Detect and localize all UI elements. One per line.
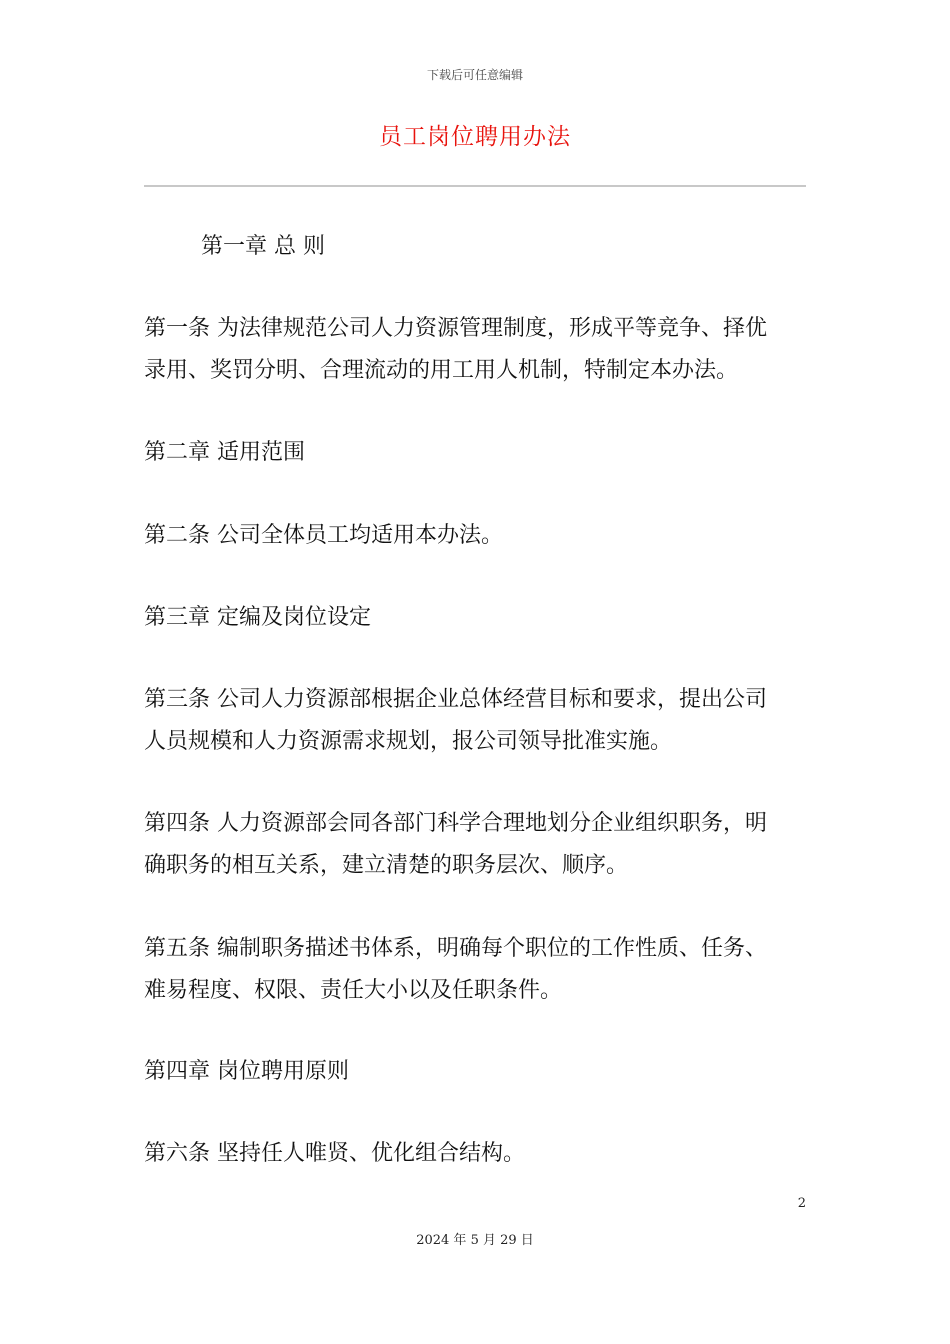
document-title: 员工岗位聘用办法: [379, 124, 571, 150]
title-divider: [144, 185, 806, 187]
article-3-line-2: 人员规模和人力资源需求规划，报公司领导批准实施。: [144, 729, 673, 754]
chapter-heading-4: 第四章 岗位聘用原则: [144, 1059, 349, 1084]
article-3-line-1: 第三条 公司人力资源部根据企业总体经营目标和要求，提出公司: [144, 687, 767, 712]
article-1-line-1: 第一条 为法律规范公司人力资源管理制度，形成平等竞争、择优: [144, 316, 767, 341]
chapter-heading-2: 第二章 适用范围: [144, 440, 305, 465]
article-6: 第六条 坚持任人唯贤、优化组合结构。: [144, 1141, 525, 1166]
article-4-line-1: 第四条 人力资源部会同各部门科学合理地划分企业组织职务，明: [144, 811, 767, 836]
article-2: 第二条 公司全体员工均适用本办法。: [144, 523, 503, 548]
article-1-line-2: 录用、奖罚分明、合理流动的用工用人机制，特制定本办法。: [144, 358, 739, 383]
chapter-heading-3: 第三章 定编及岗位设定: [144, 605, 371, 630]
header-note: 下载后可任意编辑: [426, 68, 523, 82]
article-5-line-1: 第五条 编制职务描述书体系，明确每个职位的工作性质、任务、: [144, 936, 767, 961]
page-number: 2: [797, 1196, 806, 1211]
article-5-line-2: 难易程度、权限、责任大小以及任职条件。: [144, 978, 563, 1003]
chapter-heading-1: 第一章 总 则: [201, 234, 325, 259]
footer-date: 2024 年 5 月 29 日: [416, 1233, 534, 1248]
article-4-line-2: 确职务的相互关系，建立清楚的职务层次、顺序。: [144, 853, 629, 878]
